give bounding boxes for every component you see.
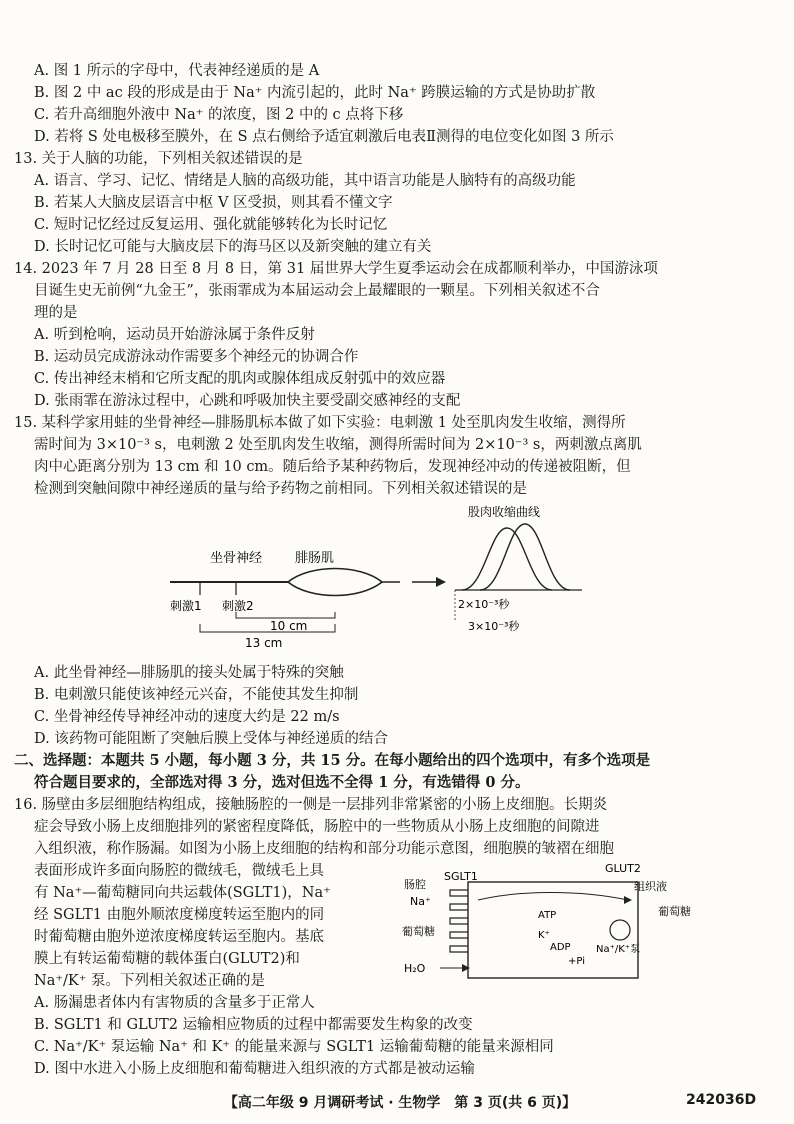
muscle-label: 腓肠肌	[295, 551, 335, 566]
arrow-head	[436, 577, 446, 587]
time-2ms: 2×10⁻³秒	[458, 598, 510, 611]
q16-stem-9: Na⁺/K⁺ 泵。下列相关叙述正确的是	[34, 973, 265, 989]
q16-stem-4: 表面形成许多面向肠腔的微绒毛，微绒毛上具	[34, 863, 324, 879]
q15-figure	[150, 500, 590, 650]
pi-label: +Pi	[568, 956, 585, 967]
q15-option-a: A. 此坐骨神经—腓肠肌的接头处属于特殊的突触	[34, 665, 344, 681]
stim2-label: 刺激2	[222, 599, 254, 613]
q15-option-b: B. 电刺激只能使该神经元兴奋，不能使其发生抑制	[34, 687, 359, 703]
water-label: H₂O	[404, 962, 426, 975]
q16-figure	[400, 860, 700, 980]
q13-option-a: A. 语言、学习、记忆、情绪是人脑的高级功能，其中语言功能是人脑特有的高级功能	[34, 173, 576, 189]
atp-label: ATP	[538, 910, 557, 921]
q14-stem-3: 理的是	[34, 305, 78, 321]
curve-stim1	[462, 528, 552, 590]
q15-stem-1: 15. 某科学家用蛙的坐骨神经—腓肠肌标本做了如下实验：电刺激 1 处至肌肉发生收缩，测得所	[14, 415, 626, 431]
q16-option-d: D. 图中水进入小肠上皮细胞和葡萄糖进入组织液的方式都是被动运输	[34, 1061, 475, 1077]
q14-stem-2: 目诞生史无前例“九金王”，张雨霏成为本届运动会上最耀眼的一颗星。下列相关叙述不合	[34, 283, 600, 299]
lumen-label: 肠腔	[404, 878, 426, 891]
q14-option-d: D. 张雨霏在游泳过程中，心跳和呼吸加快主要受副交感神经的支配	[34, 393, 461, 409]
section-2-heading: 二、选择题：本题共 5 小题，每小题 3 分，共 15 分。在每小题给出的四个选项中，有多个选项是	[14, 752, 651, 769]
distance-10cm: 10 cm	[270, 619, 308, 633]
q16-stem-2: 症会导致小肠上皮细胞排列的紧密程度降低，肠腔中的一些物质从小肠上皮细胞的间隙进	[34, 819, 600, 835]
q16-option-c: C. Na⁺/K⁺ 泵运输 Na⁺ 和 K⁺ 的能量来源与 SGLT1 运输葡萄糖的能量来源相同	[34, 1039, 554, 1055]
microvilli	[450, 890, 468, 952]
exam-code: 242036D	[686, 1092, 757, 1108]
distance-brace-13cm	[200, 624, 335, 632]
q15-stem-4: 检测到突触间隙中神经递质的量与给予药物之前相同。下列相关叙述错误的是	[34, 481, 527, 497]
glucose-arrow-head	[624, 896, 632, 904]
q14-option-c: C. 传出神经末梢和它所支配的肌肉或腺体组成反射弧中的效应器	[34, 371, 446, 387]
pump-label: Na⁺/K⁺泵	[596, 944, 641, 955]
adp-label: ADP	[550, 942, 571, 953]
q16-option-b: B. SGLT1 和 GLUT2 运输相应物质的过程中都需要发生构象的改变	[34, 1017, 473, 1033]
q16-stem-6: 经 SGLT1 由胞外顺浓度梯度转运至胞内的同	[34, 907, 325, 923]
nerve-label: 坐骨神经	[210, 551, 263, 566]
glucose-arrow	[478, 893, 628, 901]
interstitial-label: 组织液	[634, 880, 667, 893]
stim1-label: 刺激1	[170, 599, 202, 613]
distance-13cm: 13 cm	[245, 636, 283, 650]
curve-title: 股肉收缩曲线	[468, 505, 541, 519]
q15-stem-2: 需时间为 3×10⁻³ s，电刺激 2 处至肌肉发生收缩，测得所需时间为 2×10⁻³ s，两刺激点离肌	[34, 437, 642, 453]
glucose-lumen-label: 葡萄糖	[402, 925, 435, 938]
q12-option-a: A. 图 1 所示的字母中，代表神经递质的是 A	[34, 63, 320, 79]
glucose-right-label: 葡萄糖	[658, 905, 691, 918]
q16-stem-3: 入组织液，称作肠漏。如图为小肠上皮细胞的结构和部分功能示意图，细胞膜的皱褶在细胞	[34, 841, 614, 857]
q16-stem-8: 膜上有转运葡萄糖的载体蛋白(GLUT2)和	[34, 951, 300, 967]
water-arrow-head	[462, 964, 470, 972]
section-2-instructions: 符合题目要求的，全部选对得 3 分，选对但选不全得 1 分，有选错得 0 分。	[34, 774, 530, 791]
q13-option-d: D. 长时记忆可能与大脑皮层下的海马区以及新突触的建立有关	[34, 239, 432, 255]
glut2-label: GLUT2	[605, 862, 641, 875]
q15-option-c: C. 坐骨神经传导神经冲动的速度大约是 22 m/s	[34, 709, 340, 725]
na-k-pump	[610, 920, 630, 940]
na-lumen-label: Na⁺	[410, 895, 431, 908]
q13-option-c: C. 短时记忆经过反复运用、强化就能够转化为长时记忆	[34, 217, 388, 233]
q15-option-d: D. 该药物可能阻断了突触后膜上受体与神经递质的结合	[34, 731, 388, 747]
q12-option-b: B. 图 2 中 ac 段的形成是由于 Na⁺ 内流引起的，此时 Na⁺ 跨膜运输的方式是协助扩散	[34, 85, 596, 101]
q12-option-d: D. 若将 S 处电极移至膜外，在 S 点右侧给予适宜刺激后电表Ⅱ测得的电位变化如图 3 所示	[34, 129, 614, 145]
curve-stim2	[480, 524, 570, 590]
k-label: K⁺	[538, 930, 550, 941]
q13-stem: 13. 关于人脑的功能，下列相关叙述错误的是	[14, 151, 303, 167]
q16-option-a: A. 肠漏患者体内有害物质的含量多于正常人	[34, 995, 315, 1011]
q16-stem-5: 有 Na⁺—葡萄糖同向共运载体(SGLT1)，Na⁺	[34, 885, 331, 901]
q16-stem-7: 时葡萄糖由胞外逆浓度梯度转运至胞内。基底	[34, 929, 324, 945]
sglt1-label: SGLT1	[444, 870, 478, 883]
q14-stem-1: 14. 2023 年 7 月 28 日至 8 月 8 日，第 31 届世界大学生夏季运动会在成都顺利举办，中国游泳项	[14, 261, 658, 277]
q12-option-c: C. 若升高细胞外液中 Na⁺ 的浓度，图 2 中的 c 点将下移	[34, 107, 404, 123]
q15-stem-3: 肉中心距离分别为 13 cm 和 10 cm。随后给予某种药物后，发现神经冲动的传递被阻断，但	[34, 459, 631, 475]
q13-option-b: B. 若某人大脑皮层语言中枢 V 区受损，则其看不懂文字	[34, 195, 393, 211]
q16-stem-1: 16. 肠壁由多层细胞结构组成，接触肠腔的一侧是一层排列非常紧密的小肠上皮细胞。长期炎	[14, 797, 608, 813]
q14-option-b: B. 运动员完成游泳动作需要多个神经元的协调合作	[34, 349, 359, 365]
gastrocnemius-muscle	[288, 569, 382, 596]
q14-option-a: A. 听到枪响，运动员开始游泳属于条件反射	[34, 327, 315, 343]
time-3ms: 3×10⁻³秒	[468, 620, 520, 633]
page-footer: 【高二年级 9 月调研考试 · 生物学 第 3 页(共 6 页)】	[223, 1095, 577, 1111]
